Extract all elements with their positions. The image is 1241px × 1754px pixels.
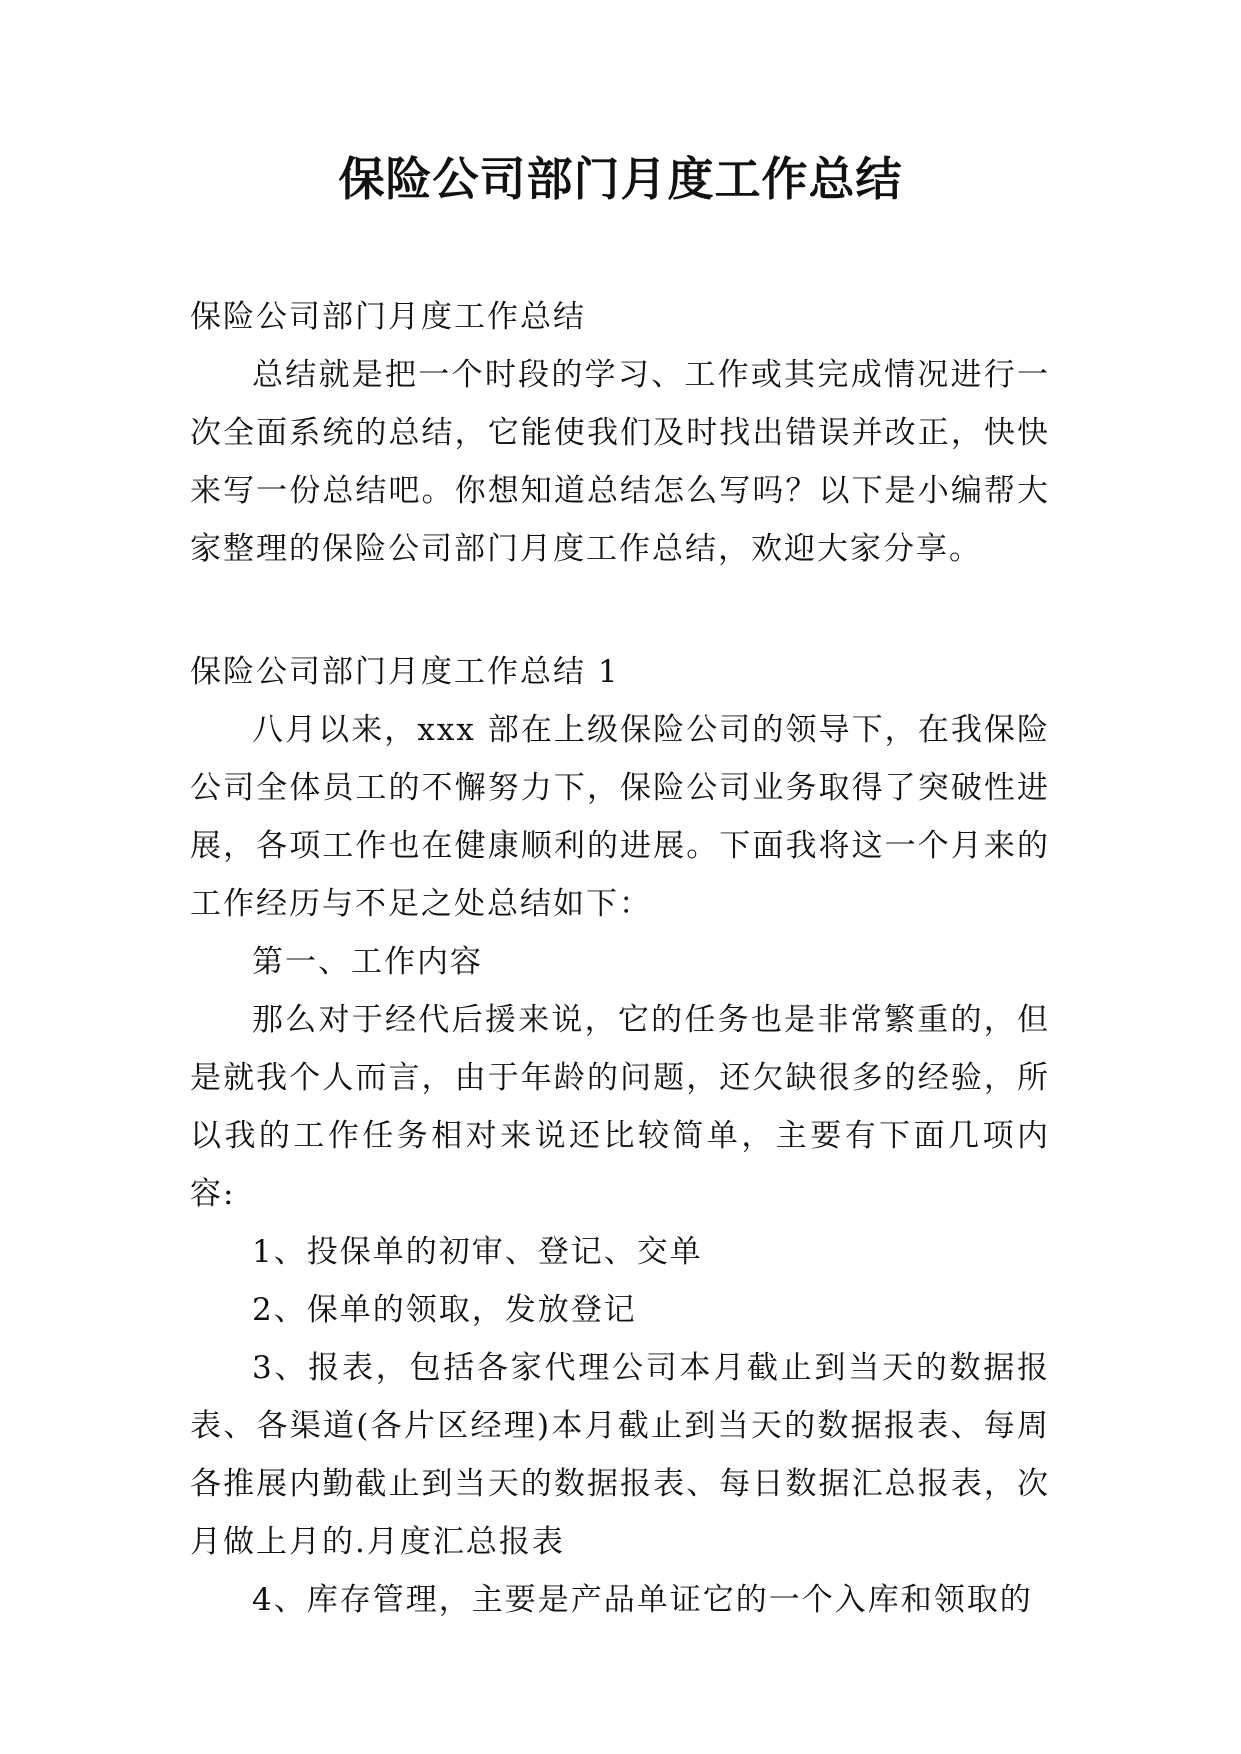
list-item: 1、投保单的初审、登记、交单 xyxy=(252,1234,703,1270)
body-paragraph: 那么对于经代后援来说，它的任务也是非常繁重的，但是就我个人而言，由于年龄的问题，还欠缺很多的经验，所以我的工作任务相对来说还比较简单，主要有下面几项内容: xyxy=(190,1002,1050,1212)
document-body xyxy=(190,288,1050,1629)
list-item: 2、保单的领取，发放登记 xyxy=(252,1292,637,1328)
body-paragraph: 八月以来，xxx 部在上级保险公司的领导下，在我保险公司全体员工的不懈努力下，保险公司业务取得了突破性进展，各项工作也在健康顺利的进展。下面我将这一个月来的工作经历与不足之处总结如下： xyxy=(190,712,1050,922)
intro-paragraph: 总结就是把一个时段的学习、工作或其完成情况进行一次全面系统的总结，它能使我们及时找出错误并改正，快快来写一份总结吧。你想知道总结怎么写吗？以下是小编帮大家整理的保险公司部门月度工作总结，欢迎大家分享。 xyxy=(190,357,1050,567)
section-spacer xyxy=(190,578,1050,643)
list-item: 4、库存管理，主要是产品单证它的一个入库和领取的 xyxy=(252,1582,1033,1618)
document-subtitle: 保险公司部门月度工作总结 xyxy=(190,299,586,335)
document-title: 保险公司部门月度工作总结 xyxy=(338,152,903,206)
list-item: 3、报表，包括各家代理公司本月截止到当天的数据报表、各渠道(各片区经理)本月截止到当天的数据报表、每周各推展内勤截止到当天的数据报表、每日数据汇总报表，次月做上月的.月度汇总报表 xyxy=(190,1350,1050,1560)
body-paragraph: 第一、工作内容 xyxy=(252,944,483,980)
section-title: 保险公司部门月度工作总结 1 xyxy=(190,654,620,690)
